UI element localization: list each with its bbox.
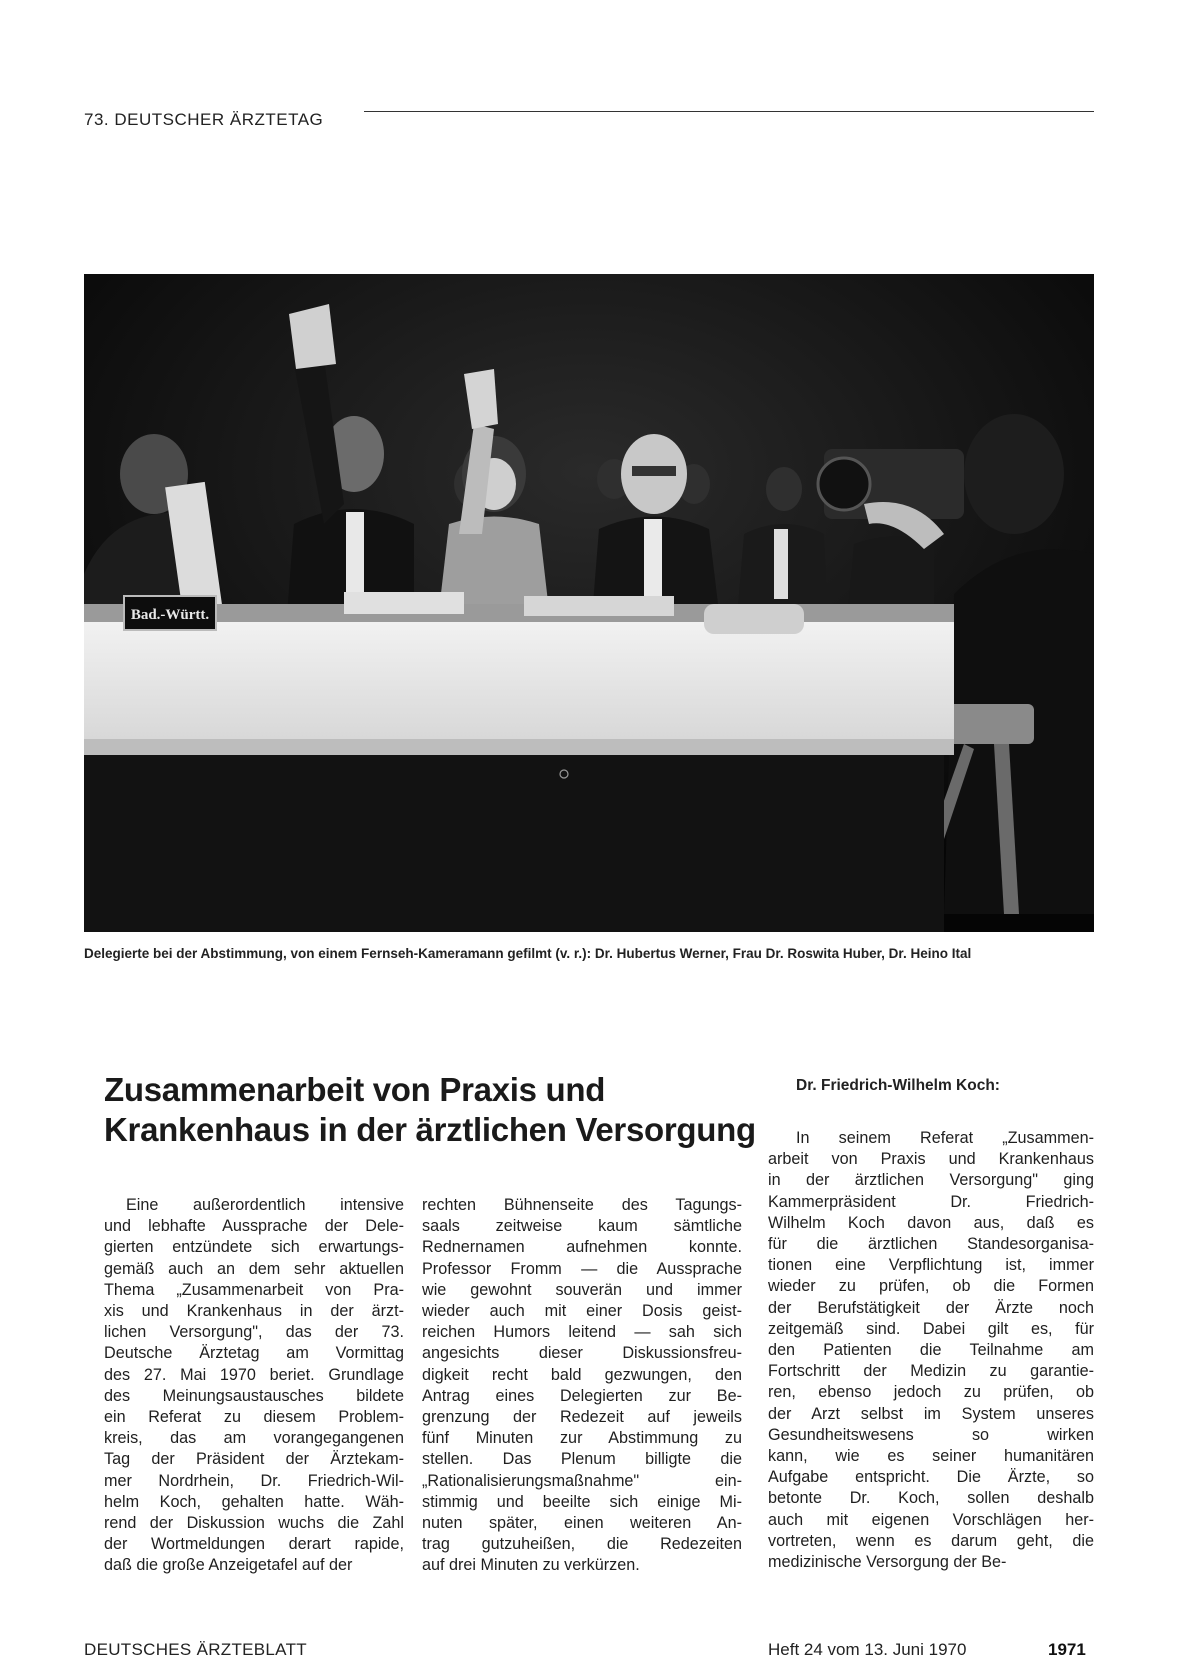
column-line: stimmig und beeilte sich einige Mi- bbox=[422, 1492, 742, 1511]
header-rule bbox=[364, 111, 1094, 112]
footer-issue: Heft 24 vom 13. Juni 1970 bbox=[768, 1640, 967, 1659]
headline-line-2: Krankenhaus in der ärztlichen Versorgung bbox=[104, 1111, 756, 1148]
column-line: der Arzt selbst im System unseres bbox=[768, 1404, 1094, 1423]
column-line: Thema „Zusammenarbeit von Pra- bbox=[104, 1280, 404, 1299]
column-line: „Rationalisierungsmaßnahme" ein- bbox=[422, 1471, 742, 1490]
running-head: 73. DEUTSCHER ÄRZTETAG bbox=[84, 110, 324, 129]
page-number: 1971 bbox=[1048, 1640, 1086, 1659]
column-line: Aufgabe entspricht. Die Ärzte, so bbox=[768, 1468, 1094, 1487]
column-line: rechten Bühnenseite des Tagungs- bbox=[422, 1196, 742, 1214]
column-line: des 27. Mai 1970 beriet. Grundlage bbox=[104, 1365, 404, 1384]
column-line: und lebhafte Aussprache der Dele- bbox=[104, 1217, 404, 1236]
column-line: Gesundheitswesens so wirken bbox=[768, 1425, 1094, 1444]
column-line: daß die große Anzeigetafel auf der bbox=[104, 1556, 353, 1575]
column-line: des Meinungsaustausches bildete bbox=[104, 1386, 404, 1405]
column-line: stellen. Das Plenum billigte die bbox=[422, 1450, 742, 1469]
column-line: kreis, das am vorangegangenen bbox=[104, 1429, 404, 1448]
delegation-nameplate: Bad.-Württ. bbox=[130, 607, 210, 623]
column-line: xis und Krankenhaus in der ärzt- bbox=[104, 1302, 404, 1321]
article-column-2 bbox=[422, 1195, 742, 1577]
article-column-1 bbox=[104, 1195, 404, 1577]
column-line: gemäß auch an dem sehr aktuellen bbox=[104, 1259, 404, 1278]
column-line: Antrag eines Delegierten zur Be- bbox=[422, 1386, 742, 1405]
column-line: digkeit recht bald gezwungen, den bbox=[422, 1365, 742, 1384]
column-line: auf drei Minuten zu verkürzen. bbox=[422, 1556, 640, 1575]
column-line: ein Referat zu diesem Problem- bbox=[104, 1408, 404, 1427]
column-line: rend der Diskussion wuchs die Zahl bbox=[104, 1514, 404, 1533]
article-column-3 bbox=[768, 1128, 1094, 1573]
column-line: vortreten, wenn es darum geht, die bbox=[768, 1531, 1094, 1550]
column-line: gierten entzündete sich erwartungs- bbox=[104, 1238, 404, 1257]
column-line: grenzung der Redezeit auf jeweils bbox=[422, 1408, 742, 1427]
column-line: betonte Dr. Koch, sollen deshalb bbox=[768, 1489, 1094, 1508]
column-line: Professor Fromm — die Aussprache bbox=[422, 1259, 742, 1278]
column-line: Fortschritt der Medizin zu garantie- bbox=[768, 1362, 1094, 1381]
column-line: den Patienten die Teilnahme am bbox=[768, 1341, 1094, 1360]
photo-caption: Delegierte bei der Abstimmung, von einem Fernseh-Kameramann gefilmt (v. r.): Dr. Hubertus Werner, Frau Dr. Roswita Huber, Dr. Heino Ital bbox=[84, 946, 972, 961]
column-line: nuten später, einen weiteren An- bbox=[422, 1514, 742, 1533]
column-line: arbeit von Praxis und Krankenhaus bbox=[768, 1150, 1094, 1169]
press-photo bbox=[84, 274, 1094, 932]
column-line: für die ärztlichen Standesorganisa- bbox=[768, 1235, 1094, 1254]
article-headline bbox=[104, 1070, 764, 1150]
column-line: wieder auch mit einer Dosis geist- bbox=[422, 1302, 742, 1321]
author-byline: Dr. Friedrich-Wilhelm Koch: bbox=[796, 1077, 1000, 1094]
column-line: saals zeitweise kaum sämtliche bbox=[422, 1217, 742, 1236]
column-line: wieder zu prüfen, ob die Formen bbox=[768, 1277, 1094, 1296]
column-line: auch mit eigenen Vorschlägen her- bbox=[768, 1510, 1094, 1529]
column-line: Eine außerordentlich intensive bbox=[126, 1196, 404, 1214]
column-line: ren, ebenso jedoch zu prüfen, ob bbox=[768, 1383, 1094, 1402]
column-line: Wilhelm Koch davon aus, daß es bbox=[768, 1213, 1094, 1232]
column-line: zeitgemäß sind. Dabei gilt es, für bbox=[768, 1319, 1094, 1338]
column-line: trag gutzuheißen, die Redezeiten bbox=[422, 1535, 742, 1554]
column-line: der Berufstätigkeit der Ärzte noch bbox=[768, 1298, 1094, 1317]
column-line: mer Nordrhein, Dr. Friedrich-Wil- bbox=[104, 1471, 404, 1490]
column-line: angesichts dieser Diskussionsfreu- bbox=[422, 1344, 742, 1363]
column-line: fünf Minuten zur Abstimmung zu bbox=[422, 1429, 742, 1448]
column-line: Rednernamen aufnehmen konnte. bbox=[422, 1238, 742, 1257]
headline-line-1: Zusammenarbeit von Praxis und bbox=[104, 1071, 606, 1108]
column-line: reichen Humors leitend — sah sich bbox=[422, 1323, 742, 1342]
column-line: lichen Versorgung", das der 73. bbox=[104, 1323, 404, 1342]
column-line: tionen eine Verpflichtung ist, immer bbox=[768, 1256, 1094, 1275]
column-line: in der ärztlichen Versorgung" ging bbox=[768, 1171, 1094, 1190]
column-line: In seinem Referat „Zusammen- bbox=[796, 1129, 1094, 1147]
column-line: helm Koch, gehalten hatte. Wäh- bbox=[104, 1492, 404, 1511]
column-line: Kammerpräsident Dr. Friedrich- bbox=[768, 1192, 1094, 1211]
footer-journal: DEUTSCHES ÄRZTEBLATT bbox=[84, 1640, 307, 1659]
column-line: Tag der Präsident der Ärztekam- bbox=[104, 1450, 404, 1469]
column-line: Deutsche Ärztetag am Vormittag bbox=[104, 1344, 404, 1363]
column-line: wie gewohnt souverän und immer bbox=[422, 1280, 742, 1299]
column-line: medizinische Versorgung der Be- bbox=[768, 1553, 1007, 1572]
column-line: kann, wie es seiner humanitären bbox=[768, 1447, 1094, 1466]
column-line: der Wortmeldungen derart rapide, bbox=[104, 1535, 404, 1554]
